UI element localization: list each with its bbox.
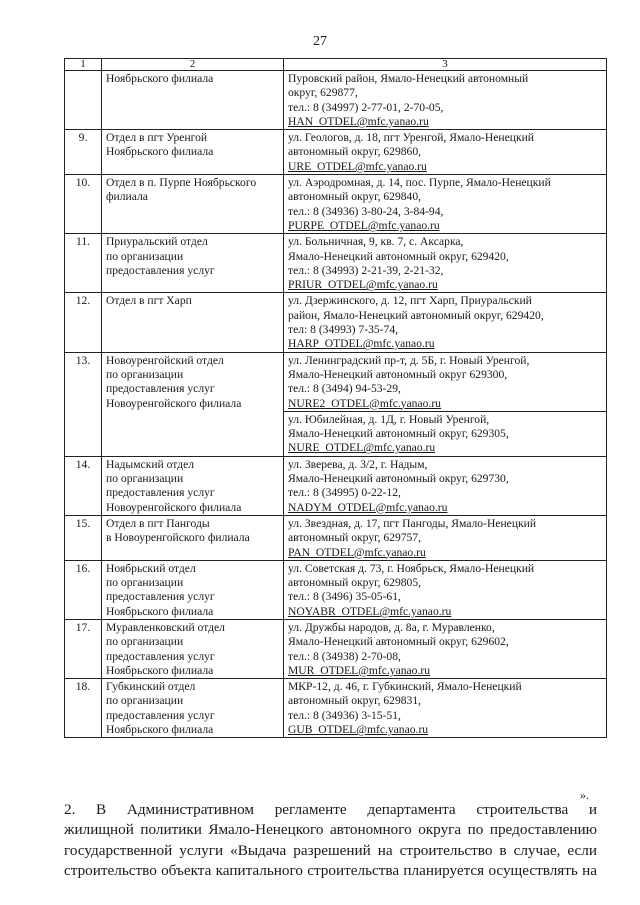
address-line: тел.: 8 (34993) 2-21-39, 2-21-32, (288, 263, 444, 277)
office-name-line: предоставления услуг (106, 263, 215, 277)
address-line: автономный округ, 629757, (288, 531, 422, 545)
row-number: 12. (65, 293, 102, 352)
row-number: 17. (65, 619, 102, 678)
table-row (65, 352, 607, 411)
amendment-paragraph (64, 800, 597, 882)
office-address-cell (284, 130, 607, 175)
office-name-cell (102, 560, 284, 619)
email-link[interactable]: PAN_OTDEL@mfc.yanao.ru (288, 545, 426, 559)
office-name-line: Новоуренгойский отдел (106, 353, 224, 367)
address-line: ул. Юбилейная, д. 1Д, г. Новый Уренгой, (288, 412, 490, 426)
column-header: 1 (65, 59, 102, 71)
column-header: 3 (284, 59, 607, 71)
office-name-line: филиала (106, 190, 148, 204)
paragraph-line: 2. В Административном регламенте департамента строительства и (64, 801, 597, 818)
office-name-line: Отдел в пгт Харп (106, 294, 192, 308)
address-line: МКР-12, д. 46, г. Губкинский, Ямало-Ненецкий (288, 680, 522, 694)
office-name-line: Приуральский отдел (106, 235, 208, 249)
office-name-cell (102, 619, 284, 678)
office-name-cell (102, 234, 284, 293)
office-name-line: Ноябрьский отдел (106, 561, 196, 575)
office-name-line: предоставления услуг (106, 708, 215, 722)
table-row (65, 293, 607, 352)
address-line: Ямало-Ненецкий автономный округ, 629730, (288, 472, 509, 486)
office-address-cell (284, 293, 607, 352)
table-row (65, 175, 607, 234)
office-name-cell (102, 456, 284, 515)
office-name-line: Новоуренгойского филиала (106, 396, 242, 410)
page-number: 27 (313, 34, 327, 49)
email-link[interactable]: URE_OTDEL@mfc.yanao.ru (288, 159, 427, 173)
office-name-line: Надымский отдел (106, 457, 195, 471)
email-link[interactable]: NURE2_OTDEL@mfc.yanao.ru (288, 396, 441, 410)
address-line: Ямало-Ненецкий автономный округ, 629420, (288, 249, 509, 263)
office-name-line: Муравленковский отдел (106, 620, 225, 634)
office-name-line: в Новоуренгойского филиала (106, 531, 250, 545)
office-name-line: по организации (106, 694, 184, 708)
address-line: автономный округ, 629860, (288, 145, 422, 159)
address-line: тел: 8 (34993) 7-35-74, (288, 323, 399, 337)
address-line: автономный округ, 629805, (288, 576, 422, 590)
table-row (65, 130, 607, 175)
office-name-cell (102, 352, 284, 456)
table-row (65, 515, 607, 560)
row-number (65, 71, 102, 130)
address-line: Ямало-Ненецкий автономный округ, 629305, (288, 427, 509, 441)
office-name-cell (102, 175, 284, 234)
office-address-cell (284, 679, 607, 738)
email-link[interactable]: NURE_OTDEL@mfc.yanao.ru (288, 441, 436, 455)
email-link[interactable]: NOYABR_OTDEL@mfc.yanao.ru (288, 604, 452, 618)
row-number: 13. (65, 352, 102, 456)
mfc-offices-table (64, 58, 607, 738)
address-line: Ямало-Ненецкий автономный округ, 629602, (288, 635, 509, 649)
email-link[interactable]: PURPE_OTDEL@mfc.yanao.ru (288, 218, 440, 232)
row-number: 16. (65, 560, 102, 619)
office-name-cell (102, 293, 284, 352)
office-name-line: Ноябрьского филиала (106, 604, 214, 618)
address-line: тел.: 8 (34938) 2-70-08, (288, 649, 401, 663)
email-link[interactable]: NADYM_OTDEL@mfc.yanao.ru (288, 500, 448, 514)
table-row (65, 234, 607, 293)
office-name-line: Новоуренгойского филиала (106, 500, 242, 514)
office-name-line: Отдел в пгт Уренгой (106, 131, 208, 145)
table-row (65, 71, 607, 130)
office-name-line: Губкинский отдел (106, 680, 196, 694)
column-header: 2 (102, 59, 284, 71)
address-line: ул. Аэродромная, д. 14, пос. Пурпе, Ямало-Ненецкий (288, 176, 551, 190)
office-name-line: по организации (106, 635, 184, 649)
office-name-line: Ноябрьского филиала (106, 723, 214, 737)
office-name-line: предоставления услуг (106, 590, 215, 604)
table-row (65, 560, 607, 619)
row-number: 14. (65, 456, 102, 515)
address-line: ул. Зверева, д. 3/2, г. Надым, (288, 457, 428, 471)
paragraph-line: государственной услуги «Выдача разрешений на строительство в случае, если (64, 841, 597, 859)
office-name-line: Ноябрьского филиала (106, 663, 214, 677)
address-line: ул. Дзержинского, д. 12, пгт Харп, Приуральский (288, 294, 532, 308)
table-row (65, 679, 607, 738)
row-number: 15. (65, 515, 102, 560)
address-line: тел.: 8 (3496) 35-05-61, (288, 590, 401, 604)
address-line: Пуровский район, Ямало-Ненецкий автономный (288, 72, 529, 85)
office-address-cell (284, 560, 607, 619)
office-name-cell (102, 515, 284, 560)
office-name-line: по организации (106, 472, 184, 486)
address-line: ул. Ленинградский пр-т, д. 5Б, г. Новый Уренгой, (288, 353, 530, 367)
table-header-row (65, 59, 607, 71)
address-line: тел.: 8 (34936) 3-80-24, 3-84-94, (288, 204, 444, 218)
address-line: тел.: 8 (34997) 2-77-01, 2-70-05, (288, 100, 444, 114)
office-address-cell (284, 175, 607, 234)
address-line: ул. Больничная, 9, кв. 7, с. Аксарка, (288, 235, 464, 249)
address-line: ул. Дружбы народов, д. 8а, г. Муравленко, (288, 620, 495, 634)
office-name-cell (102, 71, 284, 130)
row-number: 11. (65, 234, 102, 293)
row-number: 10. (65, 175, 102, 234)
email-link[interactable]: GUB_OTDEL@mfc.yanao.ru (288, 723, 429, 737)
address-line: ул. Советская д. 73, г. Ноябрьск, Ямало-Ненецкий (288, 561, 535, 575)
paragraph-line: жилищной политики Ямало-Ненецкого автономного округа по предоставлению (64, 821, 597, 839)
address-line: тел.: 8 (34936) 3-15-51, (288, 708, 401, 722)
office-name-line: Ноябрьского филиала (106, 145, 214, 159)
office-address-cell (284, 411, 607, 456)
office-name-line: Отдел в пгт Пангоды (106, 516, 210, 530)
address-line: ул. Геологов, д. 18, пгт Уренгой, Ямало-Ненецкий (288, 131, 535, 145)
address-line: тел.: 8 (3494) 94-53-29, (288, 382, 401, 396)
email-link[interactable]: PRIUR_OTDEL@mfc.yanao.ru (288, 278, 438, 292)
office-name-line: предоставления услуг (106, 382, 215, 396)
office-name-line: по организации (106, 367, 184, 381)
office-name-line: по организации (106, 249, 184, 263)
office-address-cell (284, 456, 607, 515)
office-address-cell (284, 71, 607, 130)
address-line: округ, 629877, (288, 86, 358, 100)
address-line: Ямало-Ненецкий автономный округ 629300, (288, 367, 508, 381)
closing-quote-mark: ». (580, 788, 589, 802)
address-line: тел.: 8 (34995) 0-22-12, (288, 486, 401, 500)
row-number: 9. (65, 130, 102, 175)
email-link[interactable]: HAN_OTDEL@mfc.yanao.ru (288, 114, 429, 128)
table-row (65, 456, 607, 515)
office-name-line: Ноябрьского филиала (106, 72, 214, 85)
email-link[interactable]: MUR_OTDEL@mfc.yanao.ru (288, 663, 431, 677)
office-name-line: по организации (106, 576, 184, 590)
address-line: ул. Звездная, д. 17, пгт Пангоды, Ямало-Ненецкий (288, 516, 537, 530)
office-address-cell (284, 352, 607, 411)
email-link[interactable]: HARP_OTDEL@mfc.yanao.ru (288, 337, 435, 351)
office-address-cell (284, 234, 607, 293)
address-line: район, Ямало-Ненецкий автономный округ, 629420, (288, 308, 544, 322)
paragraph-line: строительство объекта капитального строительства планируется осуществлять на (64, 862, 597, 880)
office-name-line: предоставления услуг (106, 649, 215, 663)
office-name-cell (102, 679, 284, 738)
address-line: автономный округ, 629840, (288, 190, 422, 204)
office-address-cell (284, 515, 607, 560)
row-number: 18. (65, 679, 102, 738)
address-line: автономный округ, 629831, (288, 694, 422, 708)
office-name-line: предоставления услуг (106, 486, 215, 500)
office-address-cell (284, 619, 607, 678)
table-row (65, 619, 607, 678)
office-name-cell (102, 130, 284, 175)
office-name-line: Отдел в п. Пурпе Ноябрьского (106, 176, 257, 190)
